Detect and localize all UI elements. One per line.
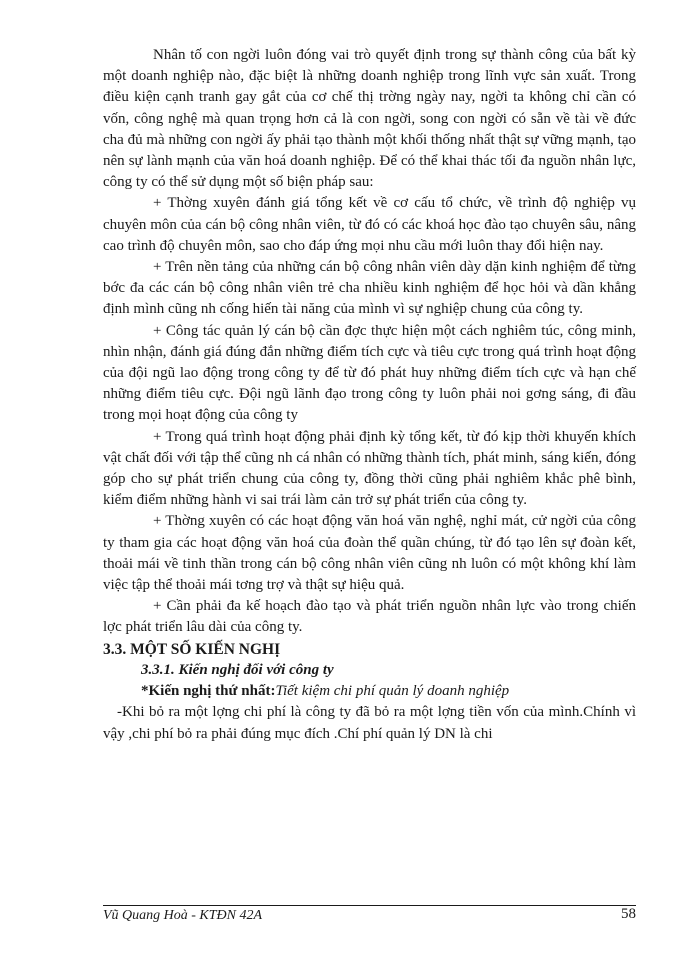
- intro-paragraph: Nhân tố con ngời luôn đóng vai trò quyết định trong sự thành công của bất kỳ một doanh nghiệp nào, đặc biệt là những doanh nghiệp trong lĩnh vực sản xuất. Trong điều kiện cạnh tranh gay gắt của cơ chế thị trờng ngày nay, ngời ta không chỉ cần có vốn, công nghệ mà quan trọng hơn cả là con ngời, song con ngời có sẵn về tài về đức cha đủ mà những con ngời ấy phải tạo thành một khối thống nhất thật sự vững mạnh, tạo nên sự lành mạnh của văn hoá doanh nghiệp. Để có thể khai thác tối đa nguồn nhân lực, công ty có thể sử dụng một số biện pháp sau:: [103, 47, 636, 191]
- section-heading: 3.3. MỘT SỐ KIẾN NGHỊ: [103, 640, 281, 658]
- measure-item-1: + Thờng xuyên đánh giá tổng kết về cơ cấu tổ chức, về trình độ nghiệp vụ chuyên môn của cán bộ công nhân viên, từ đó có các khoá học đào tạo chuyên sâu, nâng cao trình độ chuyên môn, sao cho đáp ứng mọi nhu cầu mới luôn thay đổi hiện nay.: [103, 195, 636, 254]
- measure-item-3: + Công tác quản lý cán bộ cần đợc thực hiện một cách nghiêm túc, công minh, nhìn nhận, đánh giá đúng đắn những điểm tích cực và tiêu cực trong quá trình hoạt động của đội ngũ lao động trong công ty để từ đó phát huy những điểm tích cực và hạn chế những điểm tiêu cực. Đội ngũ lãnh đạo trong công ty luôn phải noi gơng sáng, đi đầu trong mọi hoạt động của công ty: [103, 322, 636, 424]
- recommendation-text: Tiết kiệm chi phí quản lý doanh nghiệp: [275, 683, 510, 700]
- footer-author: Vũ Quang Hoà - KTĐN 42A: [103, 908, 263, 923]
- measure-item-2: + Trên nền tảng của những cán bộ công nhân viên dày dặn kinh nghiệm để từng bớc đa các cán bộ công nhân viên trẻ cha nhiều kinh nghiệm để học hỏi và dần khẳng định mình cũng nh cống hiến tài năng của mình vì sự nghiệp chung của công ty.: [103, 259, 636, 318]
- measure-item-5: + Thờng xuyên có các hoạt động văn hoá văn nghệ, nghỉ mát, cử ngời của công ty tham gia các hoạt động văn hoá của đoàn thể quần chúng, từ đó tạo lên sự đoàn kết, thoải mái về tinh thần trong cán bộ công nhân viên cũng nh luôn có một không khí làm việc tập thể thoải mái tơng trợ và thật sự hiệu quả.: [103, 513, 636, 594]
- subsection-heading: 3.3.1. Kiến nghị đối với công ty: [141, 661, 334, 678]
- body-text: [103, 45, 636, 745]
- footer-divider: [103, 905, 636, 906]
- recommendation-line: [103, 681, 636, 702]
- page-number: 58: [621, 906, 636, 922]
- measure-item-6: + Cần phải đa kế hoạch đào tạo và phát triển nguồn nhân lực vào trong chiến lợc phát triển lâu dài của công ty.: [103, 598, 636, 636]
- last-paragraph: -Khi bỏ ra một lợng chi phí là công ty đã bỏ ra một lợng tiền vốn của mình.Chính vì vậy ,chi phí bỏ ra phải đúng mục đích .Chí phí quản lý DN là chi: [103, 704, 636, 742]
- recommendation-label: *Kiến nghị thứ nhất:: [141, 683, 276, 700]
- measure-item-4: + Trong quá trình hoạt động phải định kỳ tổng kết, từ đó kịp thời khuyến khích vật chất đối với tập thể cũng nh cá nhân có những thành tích, phát minh, sáng kiến, đóng góp cho sự phát triển chung của công ty, đồng thời cũng phải nghiêm khắc phê bình, kiểm điểm những hành vi sai trái làm cản trở sự phát triển của công ty.: [103, 428, 636, 509]
